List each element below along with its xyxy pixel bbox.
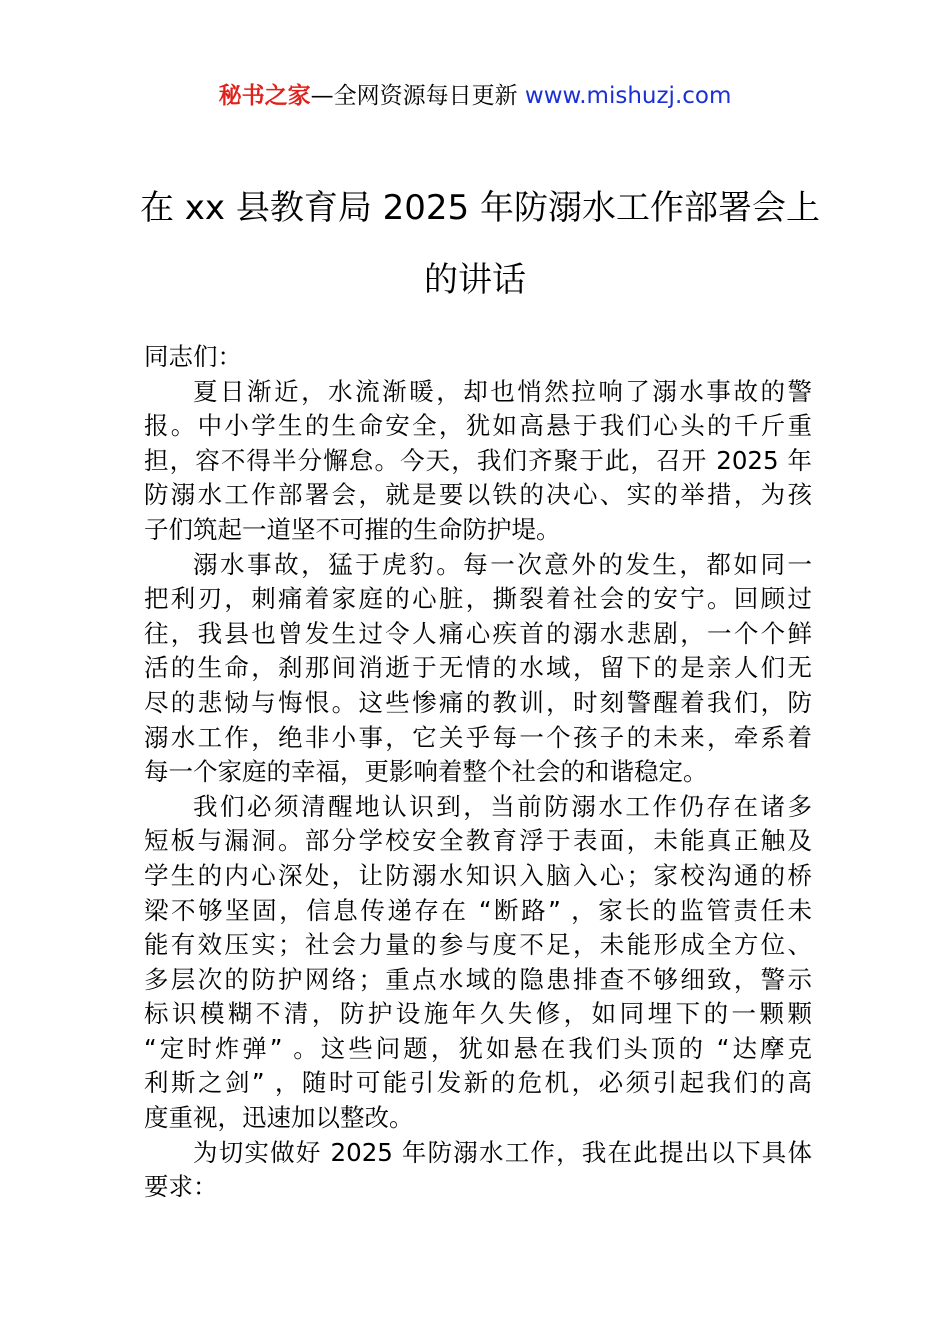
paragraph-line: 夏日渐近，水流渐暖，却也悄然拉响了溺水事故的警 bbox=[193, 376, 812, 406]
paragraph-line: 担，容不得半分懈怠。今天，我们齐聚于此，召开 2025 年 bbox=[144, 445, 812, 475]
paragraph-line: “定时炸弹” 。这些问题，犹如悬在我们头顶的 “达摩克 bbox=[144, 1033, 812, 1063]
paragraph-line: 子们筑起一道坚不可摧的生命防护堤。 bbox=[144, 514, 561, 544]
paragraph-line: 标识模糊不清，防护设施年久失修，如同埋下的一颗颗 bbox=[144, 999, 812, 1029]
paragraph-line: 尽的悲恸与悔恨。这些惨痛的教训，时刻警醒着我们，防 bbox=[144, 687, 812, 717]
paragraph-line: 报。中小学生的生命安全，犹如高悬于我们心头的千斤重 bbox=[144, 411, 812, 441]
paragraph-line: 溺水事故，猛于虎豹。每一次意外的发生，都如同一 bbox=[193, 549, 812, 579]
paragraph-line: 度重视，迅速加以整改。 bbox=[144, 1103, 414, 1133]
paragraph-line: 每一个家庭的幸福，更影响着整个社会的和谐稳定。 bbox=[144, 757, 708, 787]
title-line-2: 的讲话 bbox=[424, 260, 526, 300]
paragraph-line: 梁不够坚固，信息传递存在 “断路” ，家长的监管责任未 bbox=[144, 895, 812, 925]
paragraph-line: 多层次的防护网络；重点水域的隐患排查不够细致，警示 bbox=[144, 964, 812, 994]
paragraph-2 bbox=[144, 548, 812, 790]
site-header bbox=[0, 80, 950, 112]
paragraph-4 bbox=[144, 1136, 812, 1205]
paragraph-1 bbox=[144, 375, 812, 548]
paragraph-line: 学生的内心深处，让防溺水知识入脑入心；家校沟通的桥 bbox=[144, 860, 812, 890]
document-title bbox=[140, 172, 820, 316]
salutation-text: 同志们： bbox=[144, 342, 242, 371]
site-url-link[interactable]: www.mishuzj.com bbox=[524, 83, 732, 109]
paragraph-line: 能有效压实；社会力量的参与度不足，未能形成全方位、 bbox=[144, 930, 812, 960]
paragraph-line: 活的生命，刹那间消逝于无情的水域，留下的是亲人们无 bbox=[144, 653, 812, 683]
site-brand: 秘书之家 bbox=[218, 83, 311, 109]
paragraph-line: 我们必须清醒地认识到，当前防溺水工作仍存在诸多 bbox=[193, 791, 812, 821]
site-tagline: —全网资源每日更新 bbox=[310, 83, 525, 109]
title-line-1: 在 xx 县教育局 2025 年防溺水工作部署会上 bbox=[140, 188, 820, 228]
paragraph-line: 为切实做好 2025 年防溺水工作，我在此提出以下具体 bbox=[193, 1137, 812, 1167]
salutation bbox=[144, 340, 812, 375]
paragraph-line: 把利刃，刺痛着家庭的心脏，撕裂着社会的安宁。回顾过 bbox=[144, 584, 812, 614]
paragraph-line: 要求： bbox=[144, 1172, 218, 1202]
paragraph-line: 往，我县也曾发生过令人痛心疾首的溺水悲剧，一个个鲜 bbox=[144, 618, 812, 648]
paragraph-line: 溺水工作，绝非小事，它关乎每一个孩子的未来，牵系着 bbox=[144, 722, 812, 752]
paragraph-line: 利斯之剑” ，随时可能引发新的危机，必须引起我们的高 bbox=[144, 1068, 812, 1098]
speech-body bbox=[144, 340, 812, 1205]
paragraph-3 bbox=[144, 790, 812, 1136]
paragraph-line: 防溺水工作部署会，就是要以铁的决心、实的举措，为孩 bbox=[144, 480, 812, 510]
paragraph-line: 短板与漏洞。部分学校安全教育浮于表面，未能真正触及 bbox=[144, 826, 812, 856]
